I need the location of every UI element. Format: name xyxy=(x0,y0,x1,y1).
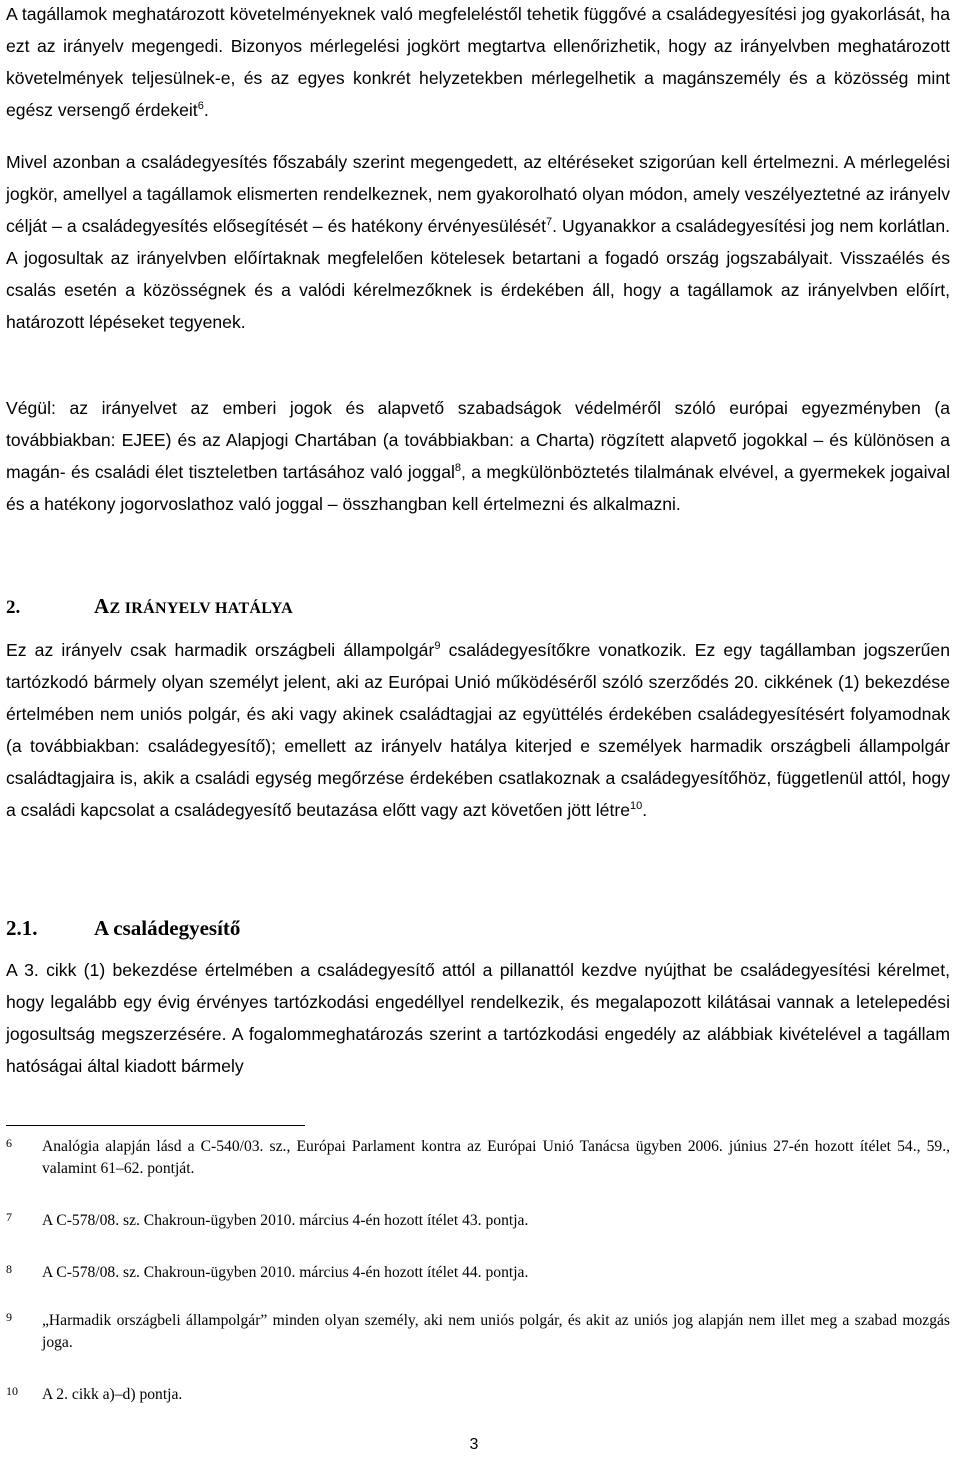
section-number: 2. xyxy=(6,597,21,618)
page-number: 3 xyxy=(469,1436,479,1453)
subsection-number: 2.1. xyxy=(6,916,38,940)
subsection-title: A családegyesítő xyxy=(94,916,241,940)
footnote-10 xyxy=(6,1384,950,1406)
footnote-ref-6[interactable]: 6 xyxy=(197,100,204,113)
section-heading-2-1 xyxy=(6,916,240,941)
section-title: AZ IRÁNYELV HATÁLYA xyxy=(94,594,294,618)
footnote-ref-7[interactable]: 7 xyxy=(546,216,553,229)
footnote-number: 9 xyxy=(6,1310,12,1324)
footnote-ref-8[interactable]: 8 xyxy=(454,462,462,475)
footnote-6 xyxy=(6,1136,950,1180)
paragraph-scope: Ez az irányelv csak harmadik országbeli állampolgár$^9$ családegyesítőkre vonatkozik. Ez egy tagállamban jogszerűen tartózkodó bármely olyan személyt jelent, aki az Európai Unió működéséről szóló szerződés 20. cikkének (1) bekezdése értelmében nem uniós polgár, és aki vagy akinek családtagjai az együttélés érdekében családegyesítésért folyamodnak (a továbbiakban: családegyesítő); emellett az irányelv hatálya kiterjed e személyek harmadik országbeli állampolgár családtagjaira is, akik a családi egység megőrzése érdekében csatlakoznak a családegyesítőhöz, függetlenül attól, hogy a családi kapcsolat a családegyesítő beutazása előtt vagy azt követően jött létre$^{10}$. xyxy=(6,640,950,820)
footnote-7 xyxy=(6,1210,950,1232)
paragraph-member-state-conditions: A tagállamok meghatározott követelményeknek való megfeleléstől tehetik függővé a családegyesítési jog gyakorlását, ha ezt az irányelv megengedi. Bizonyos mérlegelési jogkört megtartva ellenőrizhetik, hogy az irányelvben meghatározott követelmények teljesülnek-e, és az egyes konkrét helyzetekben mérlegelhetik a magánszemély és a közösség mint egész versengő érdekeit$^6$. xyxy=(6,4,950,120)
paragraph-strict-interpretation: Mivel azonban a családegyesítés főszabály szerint megengedett, az eltéréseket szigorúan kell értelmezni. A mérlegelési jogkör, amellyel a tagállamok elismerten rendelkeznek, nem gyakorolható olyan módon, amely veszélyeztetné az irányelv célját – a családegyesítés elősegítését – és hatékony érvényesülését$^7$. Ugyanakkor a családegyesítési jog nem korlátlan. A jogosultak az irányelvben előírtaknak megfelelően kötelesek betartani a fogadó ország jogszabályait. Visszaélés és csalás esetén a közösségnek és a valódi kérelmezőknek is érdekében áll, hogy a tagállamok az irányelvben előírt, határozott lépéseket tegyenek. xyxy=(6,152,950,332)
footnote-text: A 2. cikk a)–d) pontja. xyxy=(42,1386,183,1403)
footnote-number: 10 xyxy=(6,1384,18,1398)
footnote-text: A C-578/08. sz. Chakroun-ügyben 2010. március 4-én hozott ítélet 43. pontja. xyxy=(42,1212,529,1229)
footnote-text: „Harmadik országbeli állampolgár” minden olyan személy, aki nem uniós polgár, és akit az uniós jog alapján nem illet meg a szabad mozgás joga. xyxy=(42,1312,950,1351)
footnote-number: 6 xyxy=(6,1136,12,1150)
footnote-number: 8 xyxy=(6,1262,12,1276)
footnote-number: 7 xyxy=(6,1210,12,1224)
footnote-ref-9[interactable]: 9 xyxy=(434,640,441,653)
footnote-text: Analógia alapján lásd a C-540/03. sz., Európai Parlament kontra az Európai Unió Tanácsa ügyben 2006. június 27-én hozott ítélet 54., 59., valamint 61–62. pontját. xyxy=(42,1138,950,1177)
footnote-ref-10[interactable]: 10 xyxy=(629,800,643,813)
paragraph-fundamental-rights: Végül: az irányelvet az emberi jogok és alapvető szabadságok védelméről szóló európai egyezményben (a továbbiakban: EJEE) és az Alapjogi Chartában (a továbbiakban: a Charta) rögzített alapvető jogokkal – és különösen a magán- és családi élet tiszteletben tartásához való joggal$^8$, a megkülönböztetés tilalmának elvével, a gyermekek jogaival és a hatékony jogorvoslathoz való joggal – összhangban kell értelmezni és alkalmazni. xyxy=(6,398,950,514)
footnote-text: A C-578/08. sz. Chakroun-ügyben 2010. március 4-én hozott ítélet 44. pontja. xyxy=(42,1264,529,1281)
footnote-8 xyxy=(6,1262,950,1284)
footnote-separator xyxy=(6,1125,305,1126)
section-heading-2 xyxy=(6,594,293,619)
footnote-9 xyxy=(6,1310,950,1354)
paragraph-sponsor-definition: A 3. cikk (1) bekezdése értelmében a családegyesítő attól a pillanattól kezdve nyújthat be családegyesítési kérelmet, hogy legalább egy évig érvényes tartózkodási engedéllyel rendelkezik, és megalapozott kilátásai vannak a letelepedési jogosultság megszerzésére. A fogalommeghatározás szerint a tartózkodási engedély az alábbiak kivételével a tagállam hatóságai által kiadott bármely xyxy=(6,960,950,1076)
